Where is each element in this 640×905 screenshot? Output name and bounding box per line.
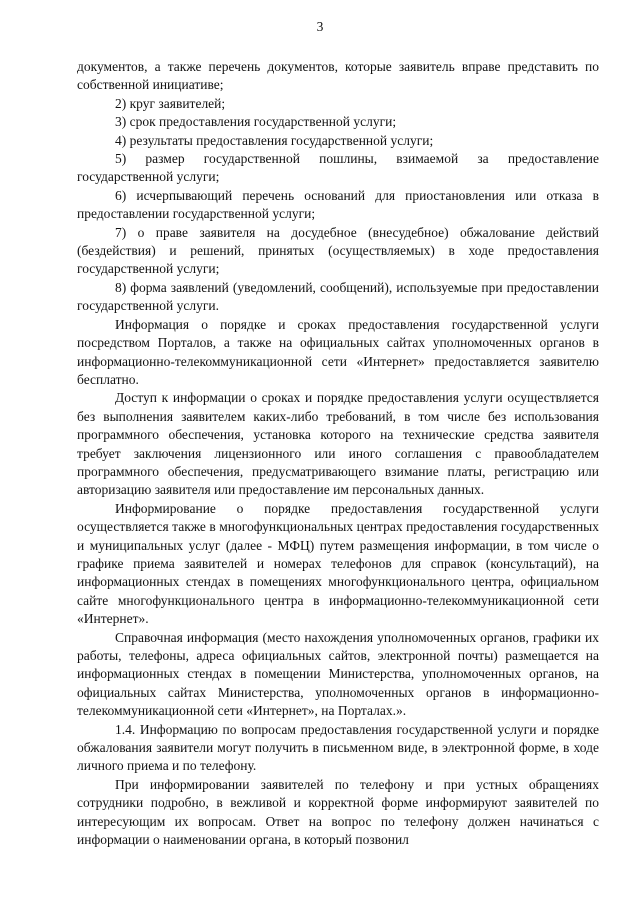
paragraph-portal-information: Информация о порядке и сроках предоставления государственной услуги посредством Порталов, а также на официальных сайтах уполномоченных органов в информационно-телекоммуникационной сети «Интернет» предоставляется заявителю бесплатно. (77, 316, 599, 387)
paragraph-reference-information: Справочная информация (место нахождения уполномоченных органов, графики их работы, телефоны, адреса официальных сайтов, электронной почты) размещается на информационных стендах в помещении Министерства, уполномоченных органов, на официальных сайтах Министерства, уполномоченных органов в информационно-телекоммуникационной сети «Интернет», на Порталах.». (77, 629, 599, 719)
document-body (77, 58, 599, 849)
list-item-appeal-right: 7) о праве заявителя на досудебное (внесудебное) обжалование действий (бездействия) и решений, принятых (осуществляемых) в ходе предоставления государственной услуги; (77, 224, 599, 277)
paragraph-mfc-informing: Информирование о порядке предоставления государственной услуги осуществляется также в многофункциональных центрах предоставления государственных и муниципальных услуг (далее - МФЦ) путем размещения информации, в том числе о графике приема заявителей и номерах телефонов для справок (консультаций), на информационных стендах в помещениях многофункционального центра, официальном сайте многофункционального центра в информационно-телекоммуникационной сети «Интернет». (77, 500, 599, 627)
paragraph-section-1-4: 1.4. Информацию по вопросам предоставления государственной услуги и порядке обжалования заявители могут получить в письменном виде, в электронной форме, в ходе личного приема и по телефону. (77, 721, 599, 774)
list-item-service-results: 4) результаты предоставления государственной услуги; (115, 132, 434, 148)
list-item-refusal-grounds: 6) исчерпывающий перечень оснований для приостановления или отказа в предоставлении государственной услуги; (77, 187, 599, 222)
page-number: 3 (316, 19, 324, 34)
paragraph-information-access: Доступ к информации о сроках и порядке предоставления услуги осуществляется без выполнения заявителем каких-либо требований, в том числе без использования программного обеспечения, установка которого на технические средства заявителя требует заключения лицензионного или иного соглашения с правообладателем программного обеспечения, предусматривающего взимание платы, регистрацию или авторизацию заявителя или предоставление им персональных данных. (77, 390, 599, 498)
paragraph-phone-informing: При информировании заявителей по телефону и при устных обращениях сотрудники подробно, в вежливой и корректной форме информируют заявителей по интересующим их вопросам. Ответ на вопрос по телефону должен начинаться с информации о наименовании органа, в который позвонил (77, 776, 599, 848)
list-item-applicants: 2) круг заявителей; (115, 95, 226, 111)
list-item-state-fee: 5) размер государственной пошлины, взимаемой за предоставление государственной услуги; (77, 151, 599, 185)
list-item-service-term: 3) срок предоставления государственной услуги; (115, 114, 397, 130)
list-item-application-forms: 8) форма заявлений (уведомлений, сообщений), используемые при предоставлении государственной услуги. (77, 279, 599, 314)
paragraph-documents-continuation: документов, а также перечень документов, которые заявитель вправе представить по собственной инициативе; (77, 59, 599, 93)
